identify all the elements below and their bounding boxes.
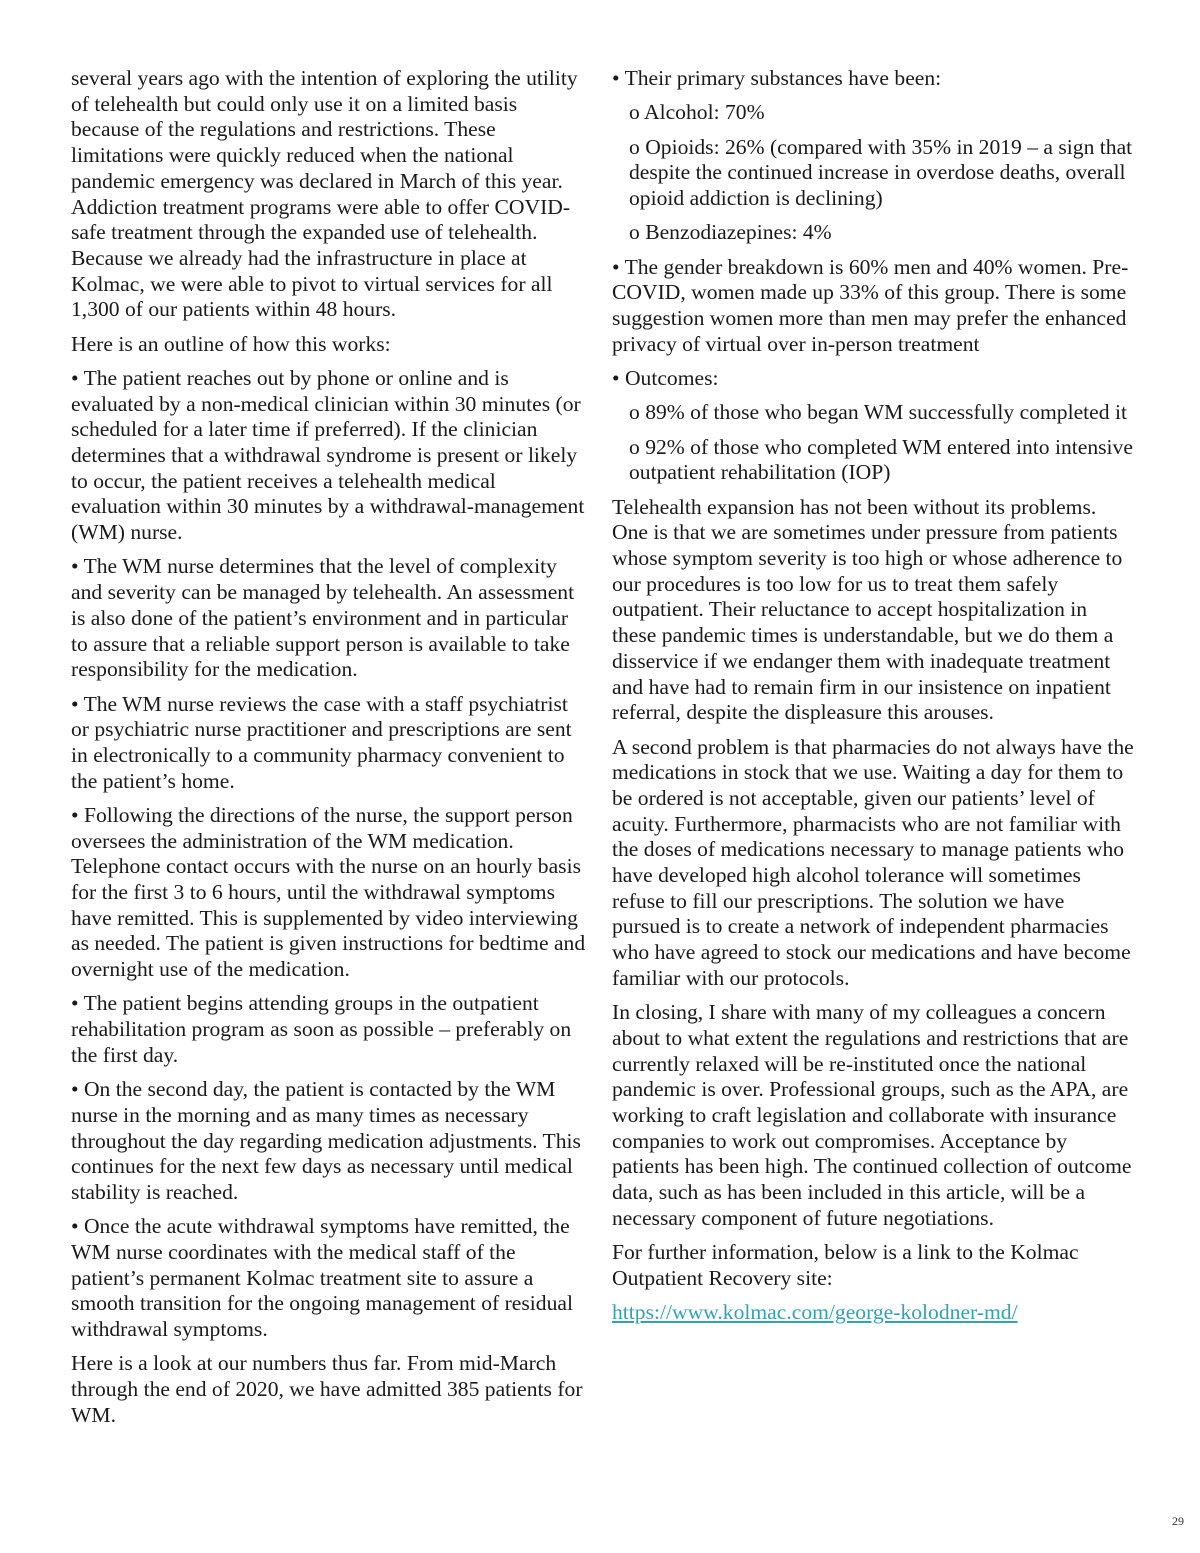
bullet-item: • Following the directions of the nurse, the support person oversees the administration of the WM medication. Telephone contact occurs with the nurse on an hourly basis for the first 3 to 6 hours, until the withdrawal symptoms have remitted. This is supplemented by video interviewing as needed. The patient is given instructions for bedtime and overnight use of the medication.	[71, 802, 586, 982]
sub-item: o Opioids: 26% (compared with 35% in 2019 – a sign that despite the continued increase in overdose deaths, overall opioid addiction is declining)	[629, 134, 1133, 210]
sub-item: o 89% of those who began WM successfully completed it	[629, 400, 1127, 425]
bullet-item: • The patient begins attending groups in the outpatient rehabilitation program as soon as possible – preferably on the first day.	[71, 991, 572, 1067]
paragraph: For further information, below is a link to the Kolmac Outpatient Recovery site:	[612, 1240, 1079, 1290]
paragraph: Here is an outline of how this works:	[71, 331, 391, 356]
page-number: 29	[1172, 1514, 1184, 1528]
bullet-item: • On the second day, the patient is contacted by the WM nurse in the morning and as many times as necessary throughout the day regarding medication adjustments. This continues for the next few days as necessary until medical stability is reached.	[71, 1077, 581, 1204]
sub-item: o 92% of those who completed WM entered into intensive outpatient rehabilitation (IOP)	[629, 434, 1133, 485]
sub-item: o Alcohol: 70%	[629, 100, 765, 125]
bullet-item: • The gender breakdown is 60% men and 40% women. Pre-COVID, women made up 33% of this group. There is some suggestion women more than men may prefer the enhanced privacy of virtual over in-person treatment	[612, 254, 1129, 356]
sub-item: o Benzodiazepines: 4%	[629, 220, 832, 245]
link-paragraph	[612, 1300, 1134, 1326]
bullet-item: • Once the acute withdrawal symptoms have remitted, the WM nurse coordinates with the medical staff of the patient’s permanent Kolmac treatment site to assure a smooth transition for the ongoing management of residual withdrawal symptoms.	[71, 1214, 573, 1342]
left-column	[71, 66, 587, 1437]
bullet-item: • The WM nurse determines that the level of complexity and severity can be managed by telehealth. An assessment is also done of the patient’s environment and in particular to assure that a reliable support person is available to take responsibility for the medication.	[71, 554, 575, 682]
paragraph: A second problem is that pharmacies do not always have the medications in stock that we use. Waiting a day for them to be ordered is not acceptable, given our patients’ level of acuity. Furthermore, pharmacists who are not familiar with the doses of medications necessary to manage patients who have developed high alcohol tolerance will sometimes refuse to fill our prescriptions. The solution we have pursued is to create a network of independent pharmacies who have agreed to stock our medications and have become familiar with our protocols.	[612, 734, 1134, 990]
paragraph: Telehealth expansion has not been without its problems. One is that we are sometimes under pressure from patients whose symptom severity is too high or whose adherence to our procedures is too low for us to treat them safely outpatient. Their reluctance to accept hospitalization in these pandemic times is understandable, but we do them a disservice if we endanger them with inadequate treatment and have had to remain firm in our insistence on inpatient referral, despite the displeasure this arouses.	[612, 494, 1123, 725]
paragraph: several years ago with the intention of exploring the utility of telehealth but could only use it on a limited basis because of the regulations and restrictions. These limitations were quickly reduced when the national pandemic emergency was declared in March of this year. Addiction treatment programs were able to offer COVID-safe treatment through the expanded use of telehealth. Because we already had the infrastructure in place at Kolmac, we were able to pivot to virtual services for all 1,300 of our patients within 48 hours.	[71, 66, 578, 322]
bullet-item: • Outcomes:	[612, 366, 719, 390]
right-column	[612, 66, 1134, 1334]
bullet-item: • The patient reaches out by phone or online and is evaluated by a non-medical clinician within 30 minutes (or scheduled for a later time if preferred). If the clinician determines that a withdrawal syndrome is present or likely to occur, the patient receives a telehealth medical evaluation within 30 minutes by a withdrawal-management (WM) nurse.	[71, 365, 585, 545]
bullet-item: • Their primary substances have been:	[612, 66, 942, 90]
paragraph: In closing, I share with many of my colleagues a concern about to what extent the regulations and restrictions that are currently relaxed will be re-instituted once the national pandemic is over. Professional groups, such as the APA, are working to craft legislation and collaborate with insurance companies to work out compromises. Acceptance by patients has been high. The continued collection of outcome data, such as has been included in this article, will be a necessary component of future negotiations.	[612, 1000, 1132, 1230]
kolmac-link[interactable]: https://www.kolmac.com/george-kolodner-md/	[612, 1300, 1018, 1325]
paragraph: Here is a look at our numbers thus far. From mid-March through the end of 2020, we have admitted 385 patients for WM.	[71, 1351, 583, 1427]
bullet-item: • The WM nurse reviews the case with a staff psychiatrist or psychiatric nurse practitioner and prescriptions are sent in electronically to a community pharmacy convenient to the patient’s home.	[71, 691, 572, 793]
